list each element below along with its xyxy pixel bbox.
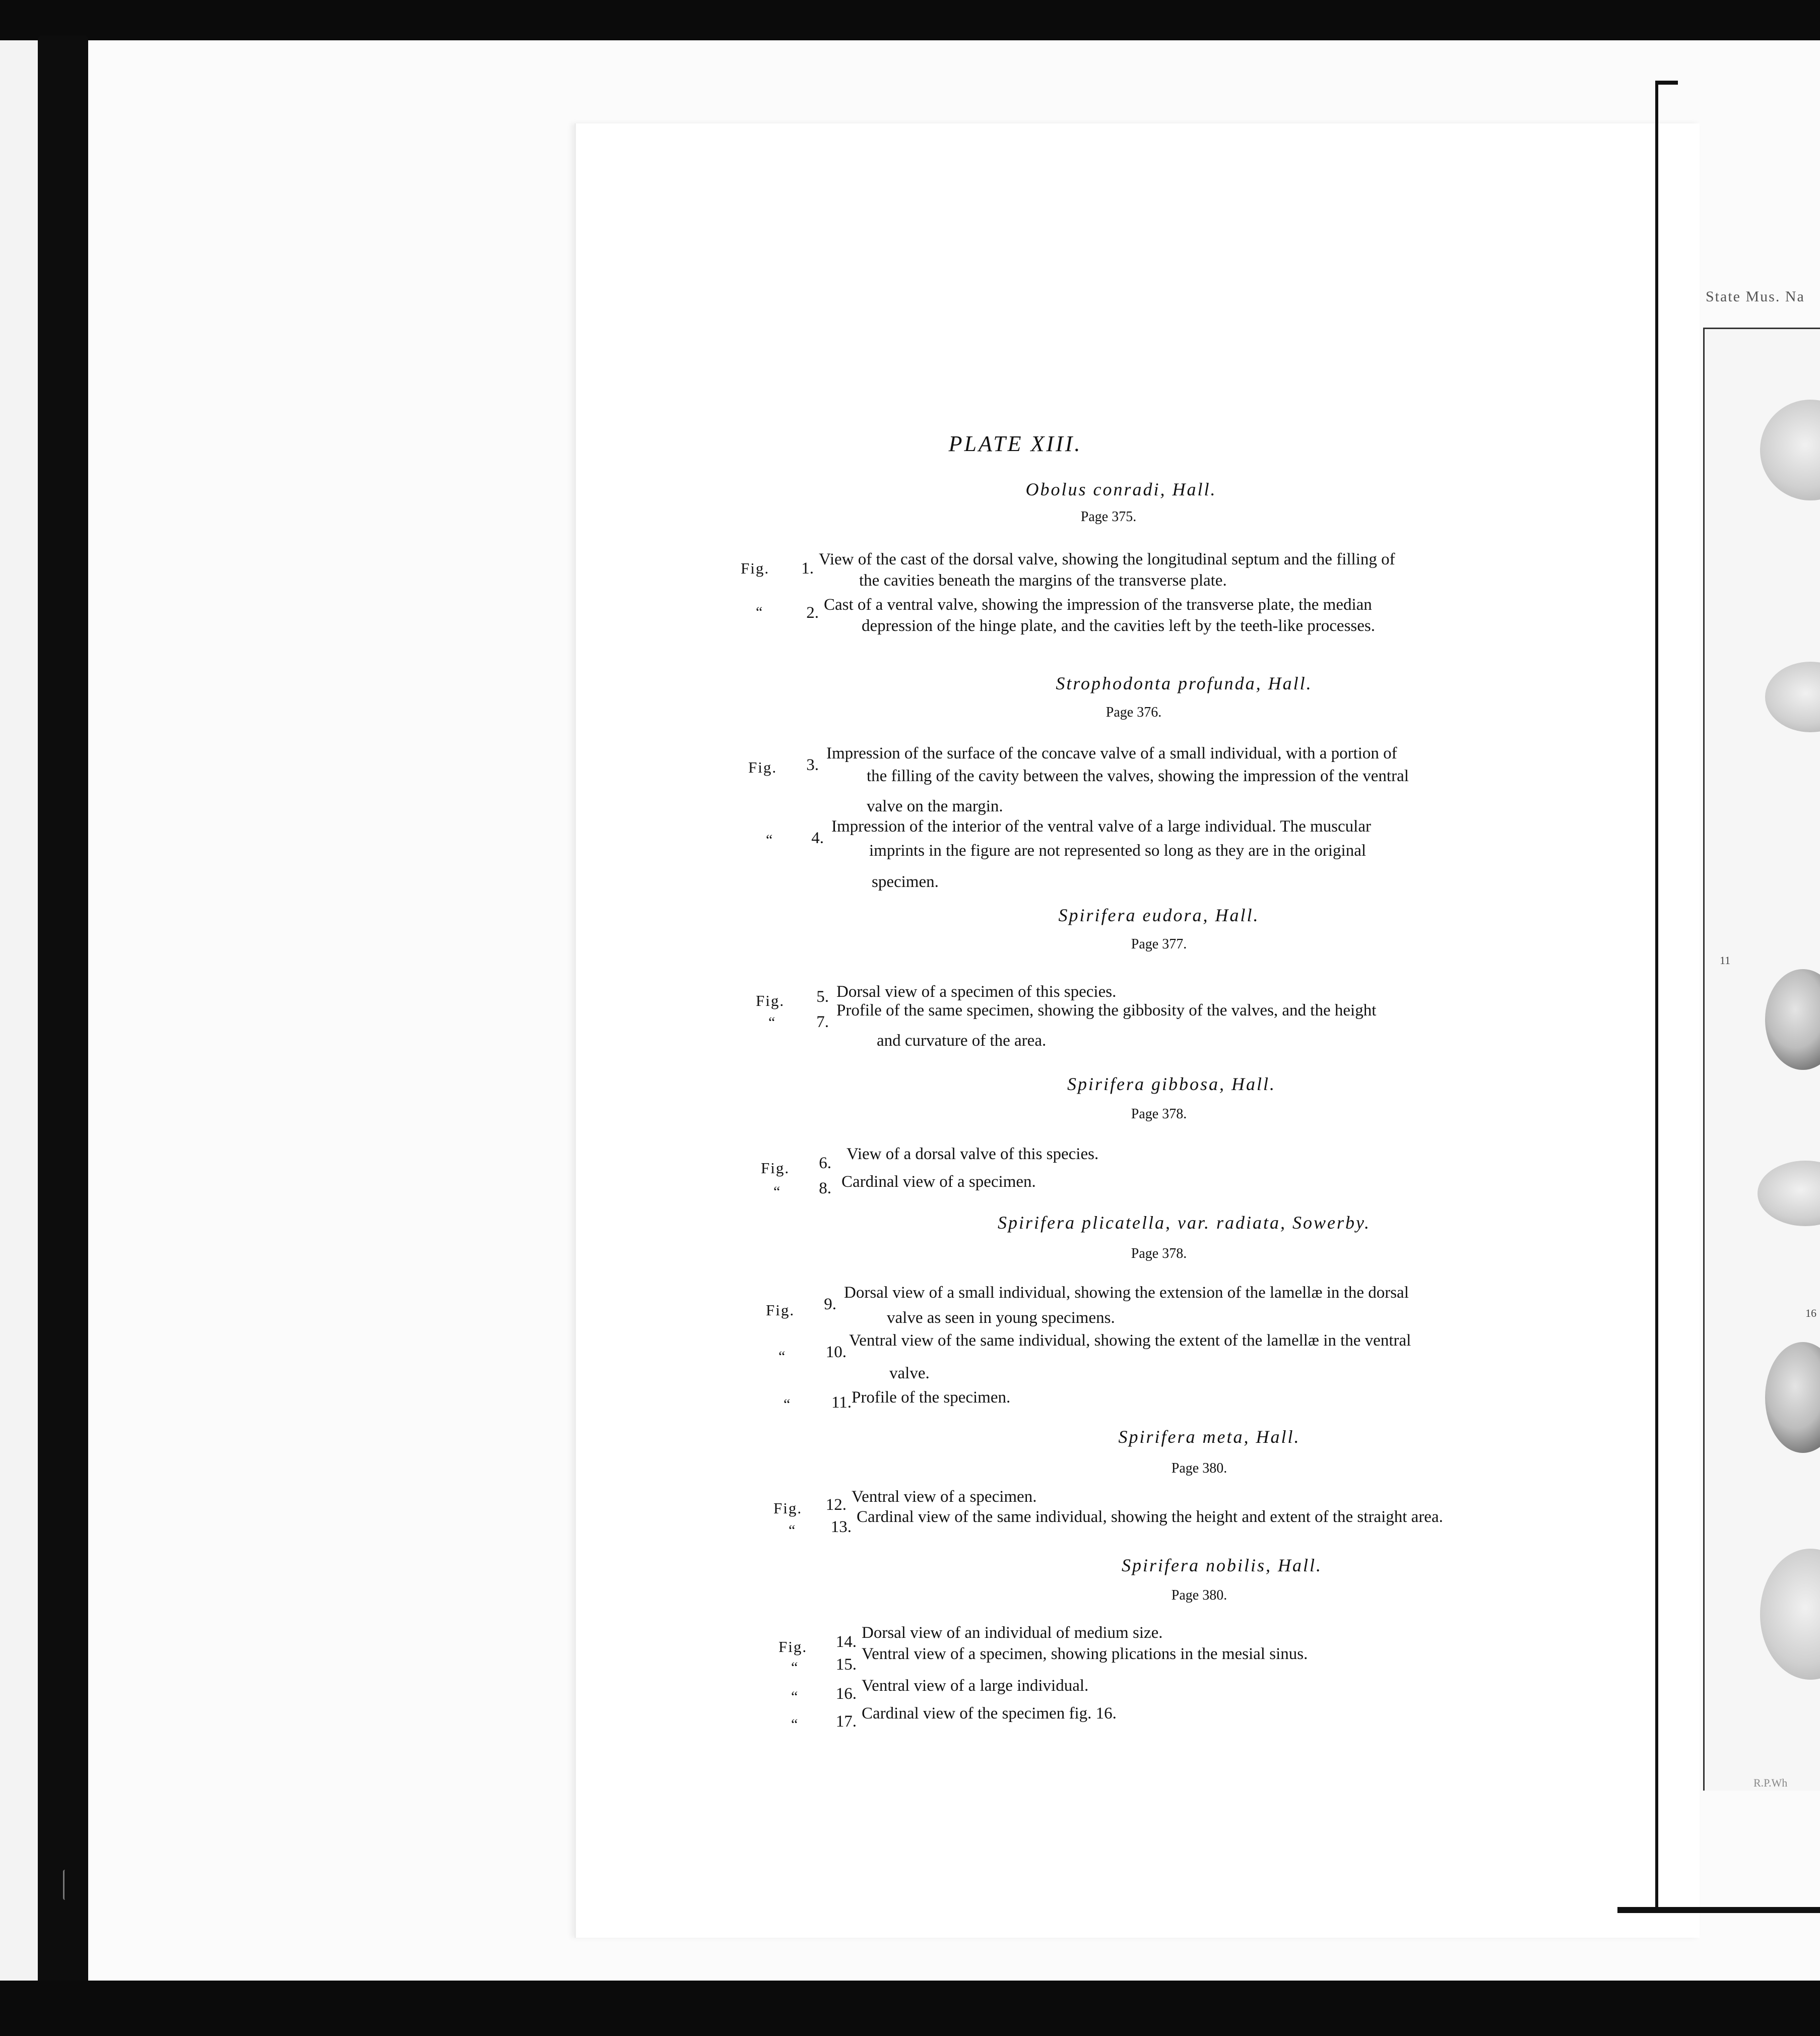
ditto-mark: “ xyxy=(791,1688,798,1705)
fossil-figure xyxy=(1760,1549,1820,1680)
page-reference: Page 376. xyxy=(1106,705,1162,720)
fig-caption-line: Profile of the same specimen, showing the gibbosity of the valves, and the height xyxy=(836,1001,1377,1020)
fig-caption-line: Cardinal view of a specimen. xyxy=(841,1173,1036,1191)
fig-caption-line: valve on the margin. xyxy=(867,797,1003,815)
fig-number: 10. xyxy=(825,1343,847,1361)
facing-plate-image xyxy=(1703,328,1820,1791)
fig-caption-line: Cardinal view of the specimen fig. 16. xyxy=(862,1704,1117,1723)
fig-number: 14. xyxy=(835,1633,857,1651)
ditto-mark: “ xyxy=(789,1522,796,1539)
species-heading: Spirifera eudora, Hall. xyxy=(1058,905,1260,925)
fig-number: 13. xyxy=(830,1518,852,1536)
figure-number: 16 xyxy=(1805,1307,1816,1319)
facing-plate-header: State Mus. Na xyxy=(1706,288,1805,305)
ditto-mark: “ xyxy=(756,604,763,620)
ditto-mark: “ xyxy=(768,1014,775,1031)
facing-plate-frame xyxy=(1655,81,1673,1910)
fig-caption-line: Dorsal view of an individual of medium size. xyxy=(862,1624,1163,1642)
page-reference: Page 375. xyxy=(1080,509,1137,525)
fig-label: Fig. xyxy=(778,1638,808,1656)
fig-number: 11. xyxy=(831,1393,852,1412)
scan-border-bottom xyxy=(0,1981,1820,2036)
fossil-figure xyxy=(1765,969,1820,1070)
fossil-figure xyxy=(1758,1161,1820,1226)
fig-caption-line: Ventral view of a specimen. xyxy=(852,1488,1037,1506)
fig-number: 16. xyxy=(835,1685,857,1703)
species-heading: Spirifera meta, Hall. xyxy=(1118,1427,1301,1447)
binder-mark xyxy=(63,1870,70,1900)
fig-caption-line: valve. xyxy=(889,1364,930,1382)
fig-number: 3. xyxy=(806,756,819,774)
fig-caption-line: the cavities beneath the margins of the transverse plate. xyxy=(859,571,1227,590)
fig-caption-line: Ventral view of a specimen, showing plications in the mesial sinus. xyxy=(862,1645,1308,1663)
explanation-sheet xyxy=(574,123,1700,1938)
fig-number: 12. xyxy=(825,1496,847,1514)
fig-number: 9. xyxy=(824,1295,836,1313)
page-reference: Page 377. xyxy=(1131,936,1187,952)
ditto-mark: “ xyxy=(766,832,773,848)
fossil-figure xyxy=(1765,662,1820,732)
fig-caption-line: depression of the hinge plate, and the cavities left by the teeth-like processes. xyxy=(862,617,1375,635)
page-reference: Page 378. xyxy=(1131,1106,1187,1122)
ditto-mark: “ xyxy=(773,1183,781,1200)
fig-number: 15. xyxy=(835,1656,857,1674)
page-reference: Page 380. xyxy=(1171,1460,1227,1476)
figure-number: 11 xyxy=(1720,954,1731,967)
facing-plate-footer: R.P.Wh xyxy=(1753,1776,1788,1789)
plate-title: PLATE XIII. xyxy=(948,431,1082,456)
fig-number: 6. xyxy=(819,1154,831,1172)
fig-caption-line: the filling of the cavity between the valves, showing the impression of the ventral xyxy=(867,767,1409,785)
fig-caption-line: Dorsal view of a specimen of this species. xyxy=(836,983,1117,1001)
fig-caption-line: Dorsal view of a small individual, showing the extension of the lamellæ in the dorsal xyxy=(844,1284,1409,1302)
ditto-mark: “ xyxy=(791,1716,798,1733)
fig-label: Fig. xyxy=(748,758,777,776)
ditto-mark: “ xyxy=(791,1659,798,1676)
fig-label: Fig. xyxy=(756,992,785,1009)
fig-label: Fig. xyxy=(773,1499,803,1517)
ditto-mark: “ xyxy=(784,1396,791,1413)
fig-number: 17. xyxy=(835,1712,857,1731)
fig-caption-line: imprints in the figure are not represented so long as they are in the original xyxy=(869,842,1367,860)
fossil-figure xyxy=(1765,1342,1820,1453)
fig-number: 1. xyxy=(801,559,814,578)
scan-border-top xyxy=(0,0,1820,40)
fig-caption-line: and curvature of the area. xyxy=(877,1032,1047,1050)
fig-number: 5. xyxy=(816,988,829,1006)
page-reference: Page 378. xyxy=(1131,1246,1187,1261)
fig-caption-line: View of the cast of the dorsal valve, showing the longitudinal septum and the filling of xyxy=(819,550,1395,568)
fig-number: 8. xyxy=(819,1179,831,1197)
fig-caption-line: Cardinal view of the same individual, showing the height and extent of the straight area. xyxy=(857,1508,1443,1526)
ditto-mark: “ xyxy=(778,1348,786,1365)
fig-caption-line: Ventral view of the same individual, showing the extent of the lamellæ in the ventral xyxy=(849,1331,1411,1350)
frame-top-tick xyxy=(1655,81,1678,85)
fig-caption-line: View of a dorsal valve of this species. xyxy=(847,1145,1099,1163)
scan-left-edge xyxy=(0,40,38,1981)
fig-label: Fig. xyxy=(741,559,770,577)
fig-label: Fig. xyxy=(761,1159,790,1177)
fig-number: 4. xyxy=(811,829,824,847)
fig-caption-line: Cast of a ventral valve, showing the impression of the transverse plate, the median xyxy=(824,596,1372,614)
fig-caption-line: valve as seen in young specimens. xyxy=(887,1309,1115,1327)
species-heading: Obolus conradi, Hall. xyxy=(1025,479,1217,499)
fossil-figure xyxy=(1760,400,1820,500)
species-heading: Strophodonta profunda, Hall. xyxy=(1056,673,1313,693)
fig-caption-line: Impression of the surface of the concave valve of a small individual, with a portion of xyxy=(826,744,1397,762)
fig-number: 2. xyxy=(806,604,819,622)
fig-label: Fig. xyxy=(766,1301,795,1319)
page-reference: Page 380. xyxy=(1171,1587,1227,1603)
fig-caption-line: specimen. xyxy=(872,873,939,891)
frame-bottom-tick xyxy=(1617,1907,1820,1913)
species-heading: Spirifera gibbosa, Hall. xyxy=(1067,1074,1276,1094)
fig-caption-line: Profile of the specimen. xyxy=(852,1388,1011,1407)
fig-number: 7. xyxy=(816,1013,829,1031)
species-heading: Spirifera plicatella, var. radiata, Sowerby. xyxy=(998,1213,1371,1233)
binding-shadow xyxy=(38,35,88,1991)
species-heading: Spirifera nobilis, Hall. xyxy=(1121,1555,1323,1575)
fig-caption-line: Ventral view of a large individual. xyxy=(862,1677,1089,1695)
fig-caption-line: Impression of the interior of the ventral valve of a large individual. The muscular xyxy=(831,817,1371,836)
